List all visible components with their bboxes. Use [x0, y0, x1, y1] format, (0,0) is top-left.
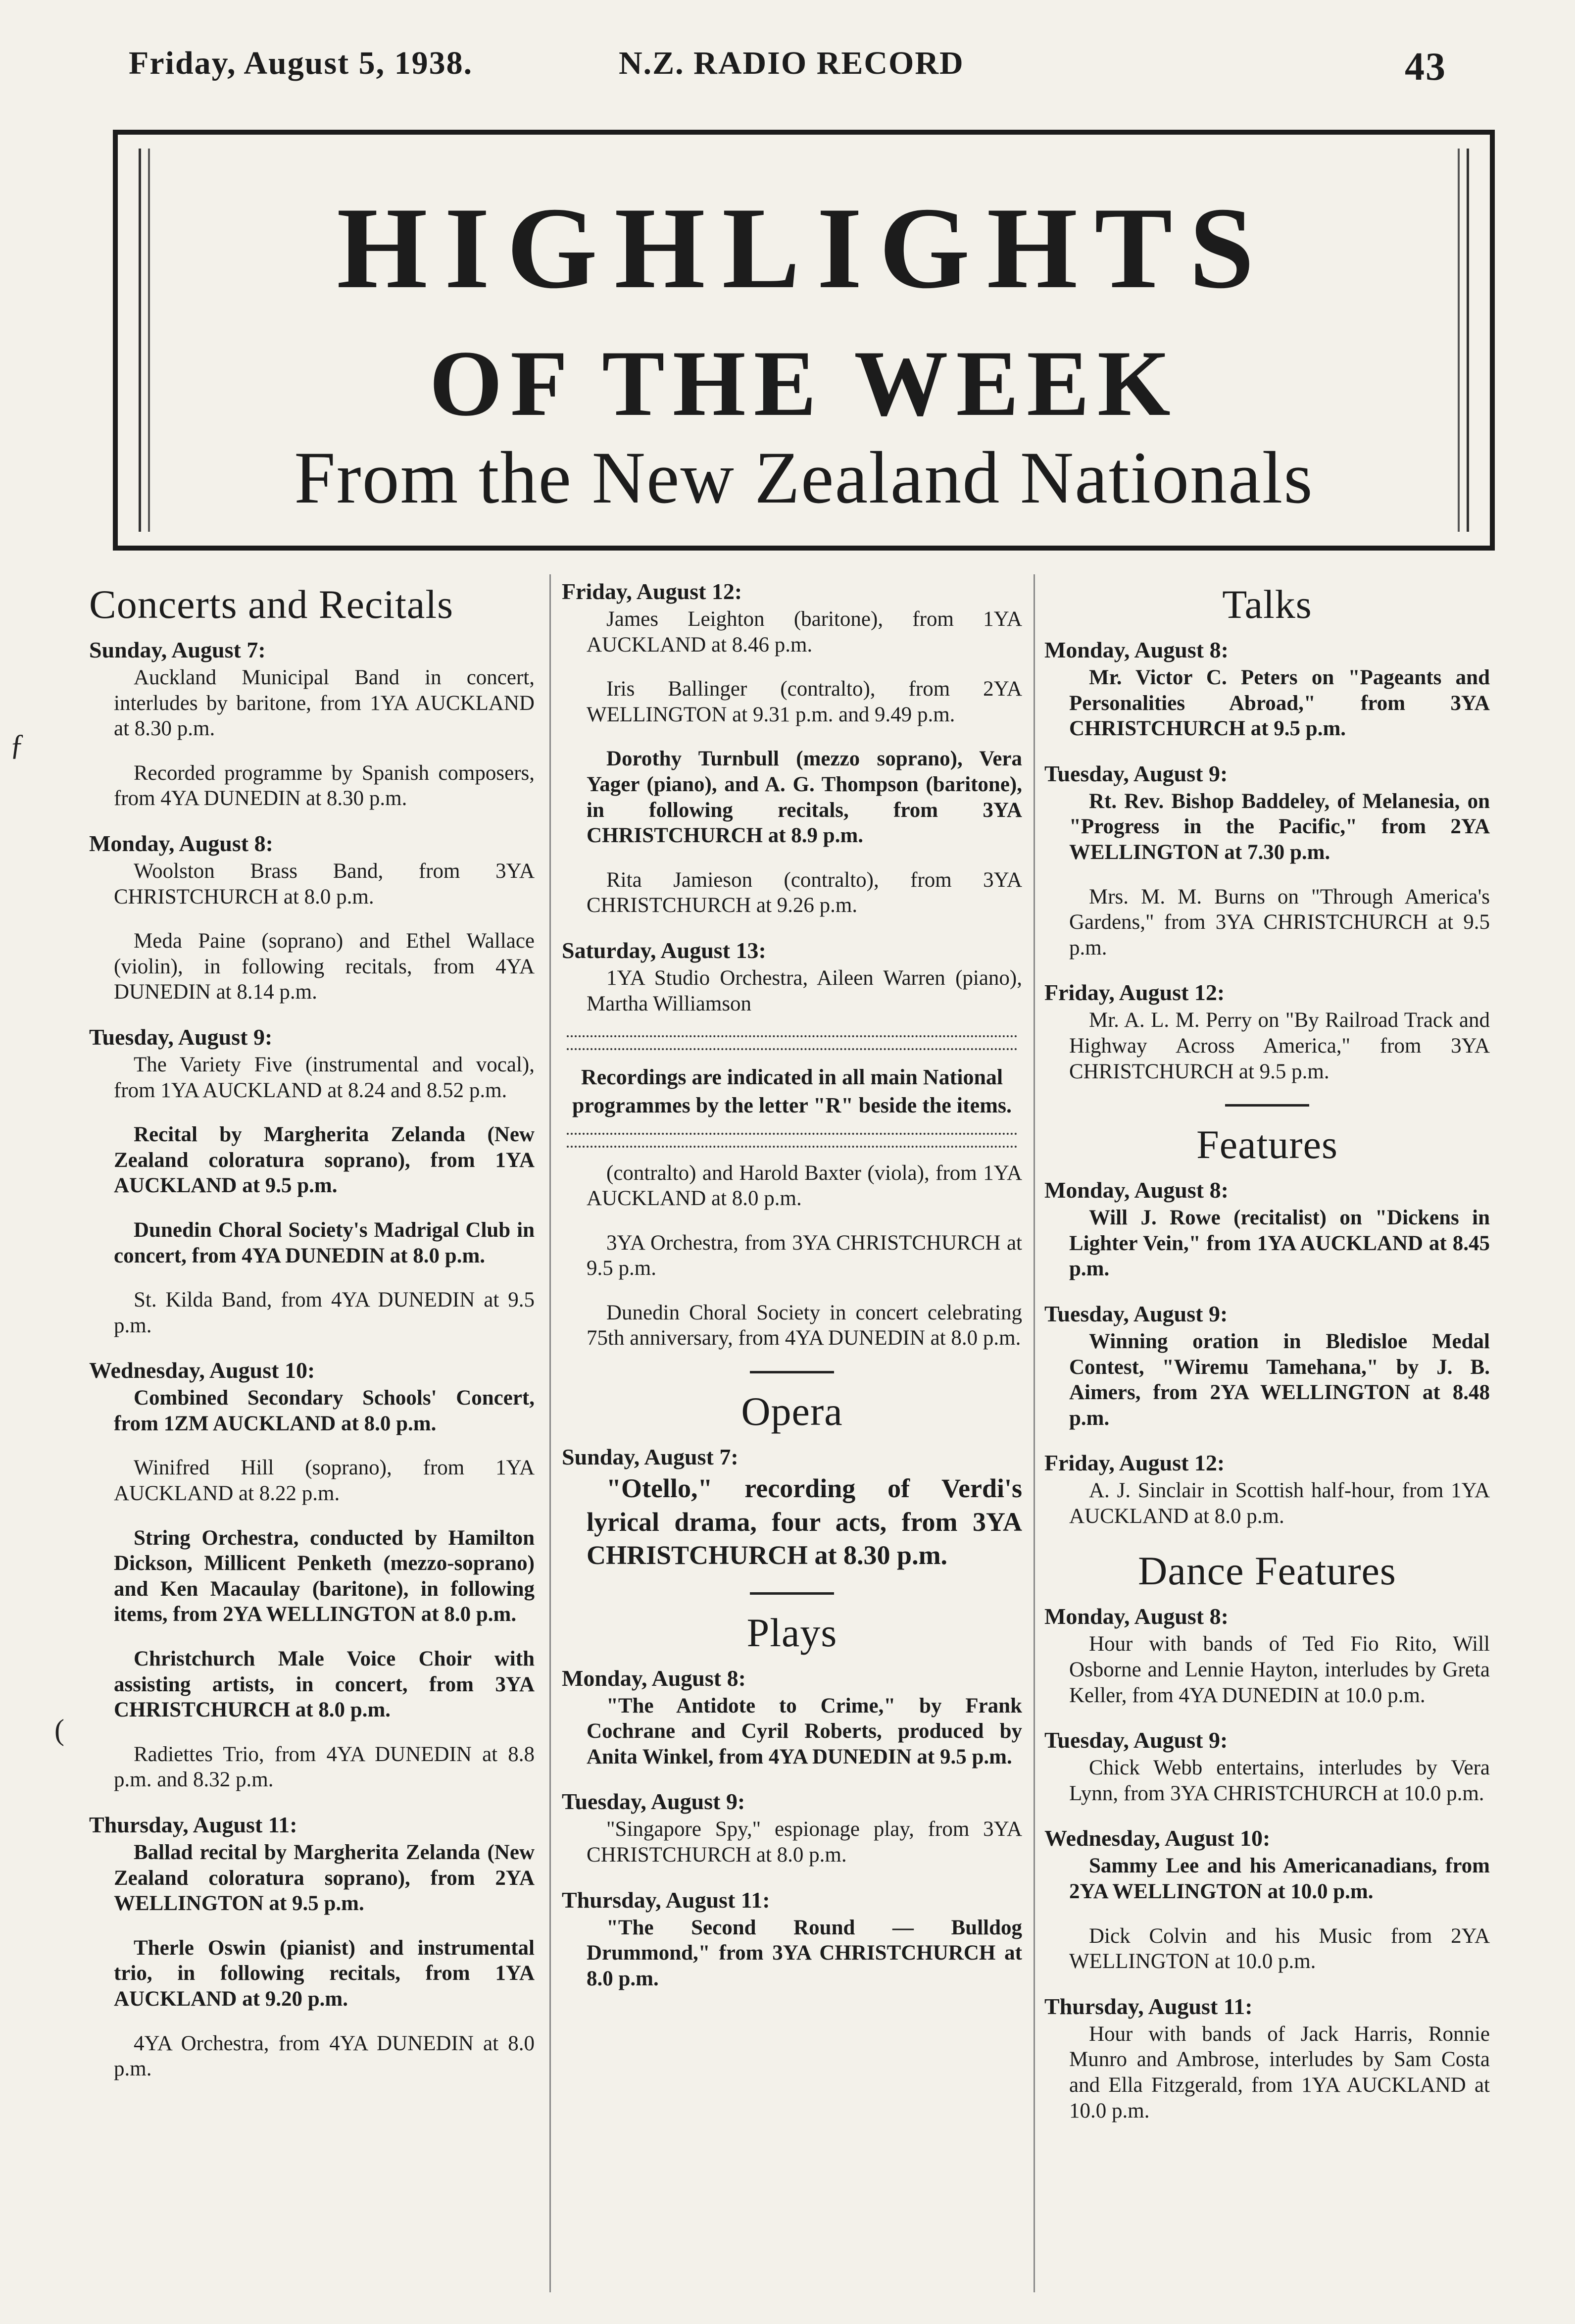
listing-item: Chick Webb entertains, interludes by Vera Lynn, from 3YA CHRISTCHURCH at 10.0 p.m.	[1069, 1756, 1490, 1805]
day-heading: Saturday, August 13:	[562, 937, 766, 963]
listing-item: Recorded programme by Spanish composers, from 4YA DUNEDIN at 8.30 p.m.	[114, 761, 535, 810]
section-title-plays: Plays	[746, 1610, 837, 1655]
listing-item: "Otello," recording of Verdi's lyrical drama, four acts, from 3YA CHRISTCHURCH at 8.30 p.m.	[587, 1473, 1022, 1570]
section-title-talks: Talks	[1222, 582, 1312, 627]
recordings-note: Recordings are indicated in all main National programmes by the letter "R" beside the items.	[572, 1065, 1012, 1118]
listing-item: Dick Colvin and his Music from 2YA WELLINGTON at 10.0 p.m.	[1069, 1924, 1490, 1973]
day-heading: Sunday, August 7:	[562, 1444, 738, 1470]
listing-item: Mr. A. L. M. Perry on "By Railroad Track and Highway Across America," from 3YA CHRISTCHURCH at 9.5 p.m.	[1069, 1009, 1490, 1083]
listing-item: Winning oration in Bledisloe Medal Contest, "Wiremu Tamehana," by J. B. Aimers, from 2YA WELLINGTON at 8.48 p.m.	[1069, 1329, 1490, 1430]
column-divider	[549, 574, 551, 2292]
column-middle	[562, 574, 1022, 2010]
column-left	[89, 574, 535, 2101]
column-right	[1044, 574, 1490, 2142]
day-heading: Tuesday, August 9:	[1044, 1301, 1228, 1326]
issue-date: Friday, August 5, 1938.	[129, 45, 473, 81]
day-heading: Monday, August 8:	[1044, 637, 1229, 662]
day-heading: Monday, August 8:	[1044, 1604, 1229, 1629]
listing-item: Combined Secondary Schools' Concert, from 1ZM AUCKLAND at 8.0 p.m.	[114, 1386, 535, 1435]
listing-item: Hour with bands of Jack Harris, Ronnie Munro and Ambrose, interludes by Sam Costa and Ella Fitzgerald, from 1YA AUCKLAND at 10.0 p.m.	[1069, 2022, 1490, 2122]
headline-banner	[113, 130, 1495, 551]
banner-title: HIGHLIGHTS	[337, 184, 1271, 313]
day-heading: Monday, August 8:	[1044, 1177, 1229, 1203]
day-heading: Sunday, August 7:	[89, 637, 266, 662]
day-heading: Friday, August 12:	[1044, 1450, 1225, 1476]
listing-item: "The Second Round — Bulldog Drummond," from 3YA CHRISTCHURCH at 8.0 p.m.	[587, 1916, 1022, 1990]
day-heading: Friday, August 12:	[1044, 980, 1225, 1006]
day-heading: Tuesday, August 9:	[89, 1024, 273, 1050]
section-title-concerts: Concerts and Recitals	[89, 582, 454, 627]
section-title-dance-features: Dance Features	[1138, 1548, 1396, 1594]
listing-item: Meda Paine (soprano) and Ethel Wallace (violin), in following recitals, from 4YA DUNEDIN at 8.14 p.m.	[114, 929, 535, 1004]
listing-item: Rita Jamieson (contralto), from 3YA CHRISTCHURCH at 9.26 p.m.	[587, 868, 1022, 917]
day-heading: Wednesday, August 10:	[89, 1358, 315, 1383]
listing-item: Dorothy Turnbull (mezzo soprano), Vera Yager (piano), and A. G. Thompson (baritone), in following recitals, from 3YA CHRISTCHURCH at 8.9 p.m.	[587, 747, 1022, 848]
section-rule	[750, 1592, 834, 1595]
listing-item: String Orchestra, conducted by Hamilton Dickson, Millicent Penketh (mezzo-soprano) and Ken Macaulay (baritone), in following items, from 2YA WELLINGTON at 8.0 p.m.	[114, 1526, 535, 1626]
listing-item: The Variety Five (instrumental and vocal), from 1YA AUCKLAND at 8.24 and 8.52 p.m.	[114, 1053, 535, 1102]
section-title-opera: Opera	[741, 1389, 843, 1434]
banner-tagline: From the New Zealand Nationals	[294, 437, 1314, 519]
listing-item: Christchurch Male Voice Choir with assisting artists, in concert, from 3YA CHRISTCHURCH at 8.0 p.m.	[114, 1647, 535, 1722]
section-rule	[750, 1371, 834, 1373]
day-heading: Thursday, August 11:	[562, 1887, 770, 1913]
running-head	[119, 35, 1461, 89]
listing-item: 4YA Orchestra, from 4YA DUNEDIN at 8.0 p.m.	[114, 2031, 535, 2081]
bracket-mark: (	[54, 1714, 64, 1746]
day-heading: Tuesday, August 9:	[1044, 1727, 1228, 1753]
day-heading: Friday, August 12:	[562, 579, 742, 604]
listing-item: St. Kilda Band, from 4YA DUNEDIN at 9.5 p.m.	[114, 1288, 535, 1337]
ornamental-rule	[567, 1133, 1017, 1148]
banner-frame	[139, 149, 1469, 532]
day-heading: Wednesday, August 10:	[1044, 1825, 1271, 1851]
column-divider	[1034, 574, 1035, 2292]
section-title-features: Features	[1196, 1122, 1338, 1167]
listing-item: Ballad recital by Margherita Zelanda (New Zealand coloratura soprano), from 2YA WELLINGTON at 9.5 p.m.	[114, 1841, 535, 1916]
listing-item: "Singapore Spy," espionage play, from 3YA CHRISTCHURCH at 8.0 p.m.	[587, 1818, 1022, 1867]
day-heading: Tuesday, August 9:	[1044, 760, 1228, 786]
listing-item: 3YA Orchestra, from 3YA CHRISTCHURCH at 9.5 p.m.	[587, 1231, 1022, 1280]
day-heading: Tuesday, August 9:	[562, 1789, 745, 1815]
day-heading: Thursday, August 11:	[1044, 1993, 1253, 2019]
listing-item: Sammy Lee and his Americanadians, from 2YA WELLINGTON at 10.0 p.m.	[1069, 1854, 1490, 1904]
listing-item: (contralto) and Harold Baxter (viola), from 1YA AUCKLAND at 8.0 p.m.	[587, 1161, 1022, 1211]
day-heading: Monday, August 8:	[89, 830, 273, 856]
banner-subtitle: OF THE WEEK	[429, 332, 1179, 436]
ornamental-rule	[567, 1035, 1017, 1050]
ink-mark: ƒ	[10, 728, 25, 761]
listing-item: Mr. Victor C. Peters on "Pageants and Personalities Abroad," from 3YA CHRISTCHURCH at 9.5 p.m.	[1069, 666, 1490, 741]
page-number: 43	[1405, 45, 1446, 89]
day-heading: Thursday, August 11:	[89, 1812, 297, 1837]
listing-item: Radiettes Trio, from 4YA DUNEDIN at 8.8 p.m. and 8.32 p.m.	[114, 1742, 535, 1792]
listing-item: Rt. Rev. Bishop Baddeley, of Melanesia, on "Progress in the Pacific," from 2YA WELLINGTON at 7.30 p.m.	[1069, 789, 1490, 864]
listing-item: Auckland Municipal Band in concert, interludes by baritone, from 1YA AUCKLAND at 8.30 p.m.	[114, 666, 535, 741]
listing-item: Woolston Brass Band, from 3YA CHRISTCHURCH at 8.0 p.m.	[114, 859, 535, 909]
listing-item: Winifred Hill (soprano), from 1YA AUCKLAND at 8.22 p.m.	[114, 1456, 535, 1506]
listing-item: Mrs. M. M. Burns on "Through America's Gardens," from 3YA CHRISTCHURCH at 9.5 p.m.	[1069, 885, 1490, 960]
listing-item: Recital by Margherita Zelanda (New Zealand coloratura soprano), from 1YA AUCKLAND at 9.5 p.m.	[114, 1123, 535, 1198]
listing-item: Iris Ballinger (contralto), from 2YA WELLINGTON at 9.31 p.m. and 9.49 p.m.	[587, 677, 1022, 726]
listing-item: Dunedin Choral Society's Madrigal Club in concert, from 4YA DUNEDIN at 8.0 p.m.	[114, 1218, 535, 1267]
section-rule	[1225, 1104, 1309, 1107]
listing-item: Hour with bands of Ted Fio Rito, Will Osborne and Lennie Hayton, interludes by Greta Keller, from 4YA DUNEDIN at 10.0 p.m.	[1069, 1632, 1490, 1707]
listing-item: "The Antidote to Crime," by Frank Cochrane and Cyril Roberts, produced by Anita Winkel, from 4YA DUNEDIN at 9.5 p.m.	[587, 1694, 1022, 1768]
listing-item: Therle Oswin (pianist) and instrumental trio, in following recitals, from 1YA AUCKLAND at 9.20 p.m.	[114, 1936, 535, 2011]
publication-name: N.Z. RADIO RECORD	[619, 45, 964, 81]
listing-item: 1YA Studio Orchestra, Aileen Warren (piano), Martha Williamson	[587, 966, 1022, 1015]
day-heading: Monday, August 8:	[562, 1665, 746, 1691]
listing-item: James Leighton (baritone), from 1YA AUCKLAND at 8.46 p.m.	[587, 607, 1022, 657]
listing-item: Will J. Rowe (recitalist) on "Dickens in Lighter Vein," from 1YA AUCKLAND at 8.45 p.m.	[1069, 1206, 1490, 1281]
listing-item: A. J. Sinclair in Scottish half-hour, from 1YA AUCKLAND at 8.0 p.m.	[1069, 1479, 1490, 1528]
listing-item: Dunedin Choral Society in concert celebrating 75th anniversary, from 4YA DUNEDIN at 8.0 p.m.	[587, 1301, 1022, 1350]
